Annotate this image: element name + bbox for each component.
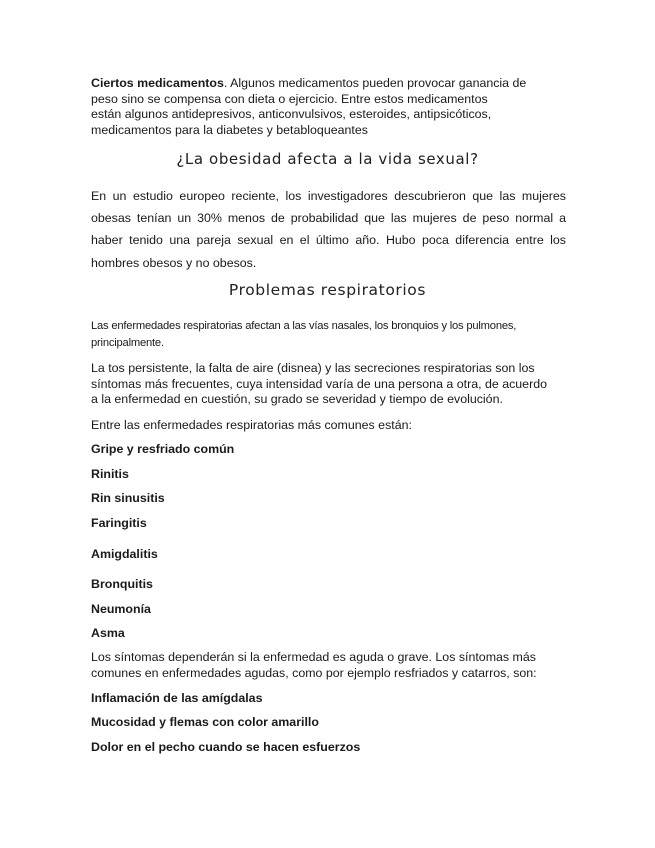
enfermedad-item: Gripe y resfriado común — [91, 442, 235, 456]
enfermedad-item: Neumonía — [91, 602, 151, 616]
intro-line-1 — [91, 76, 571, 92]
estudio-paragraph: En un estudio europeo reciente, los investigadores descubrieron que las mujeres obesas tenían un 30% menos de probabilidad que las mujeres de peso normal a haber tenido una pareja sexual en el último año. Hubo poca diferencia entre los hombres obesos y no obesos. — [91, 189, 566, 270]
enfermedad-item: Bronquitis — [91, 577, 153, 591]
intro-lead-bold: Ciertos medicamentos — [91, 76, 224, 90]
enfermedad-item: Rin sinusitis — [91, 491, 165, 505]
comunes-intro: Entre las enfermedades respiratorias más comunes están: — [91, 418, 412, 432]
respiratorias-intro: Las enfermedades respiratorias afectan a las vías nasales, los bronquios y los pulmones, principalmente. — [91, 320, 517, 349]
intro-line-2: peso sino se compensa con dieta o ejercicio. Entre estos medicamentos — [91, 91, 488, 106]
enfermedad-item: Faringitis — [91, 516, 147, 530]
sintoma-item: Dolor en el pecho cuando se hacen esfuerzos — [91, 740, 361, 754]
enfermedad-item: Asma — [91, 626, 125, 640]
intro-paragraph — [91, 76, 571, 138]
enfermedad-item: Rinitis — [91, 467, 129, 481]
heading-respiratorios: Problemas respiratorios — [228, 281, 427, 299]
sintomas-paragraph: La tos persistente, la falta de aire (disnea) y las secreciones respiratorias son los síntomas más frecuentes, cuya intensidad varía de una persona a otra, de acuerdo a la enfermedad en cuestión, su grado se severidad y tiempo de evolución. — [91, 361, 547, 407]
intro-line-1-rest: . Algunos medicamentos pueden provocar ganancia de — [223, 76, 527, 90]
intro-line-4: medicamentos para la diabetes y betabloqueantes — [91, 122, 368, 137]
heading-obesidad: ¿La obesidad afecta a la vida sexual? — [176, 150, 479, 168]
agudas-paragraph: Los síntomas dependerán si la enfermedad es aguda o grave. Los síntomas más comunes en enfermedades agudas, como por ejemplo resfriados y catarros, son: — [91, 650, 537, 680]
enfermedad-item: Amigdalitis — [91, 547, 158, 561]
intro-line-3: están algunos antidepresivos, anticonvulsivos, esteroides, antipsicóticos, — [91, 107, 492, 122]
sintoma-item: Mucosidad y flemas con color amarillo — [91, 715, 319, 729]
sintoma-item: Inflamación de las amígdalas — [91, 691, 263, 705]
